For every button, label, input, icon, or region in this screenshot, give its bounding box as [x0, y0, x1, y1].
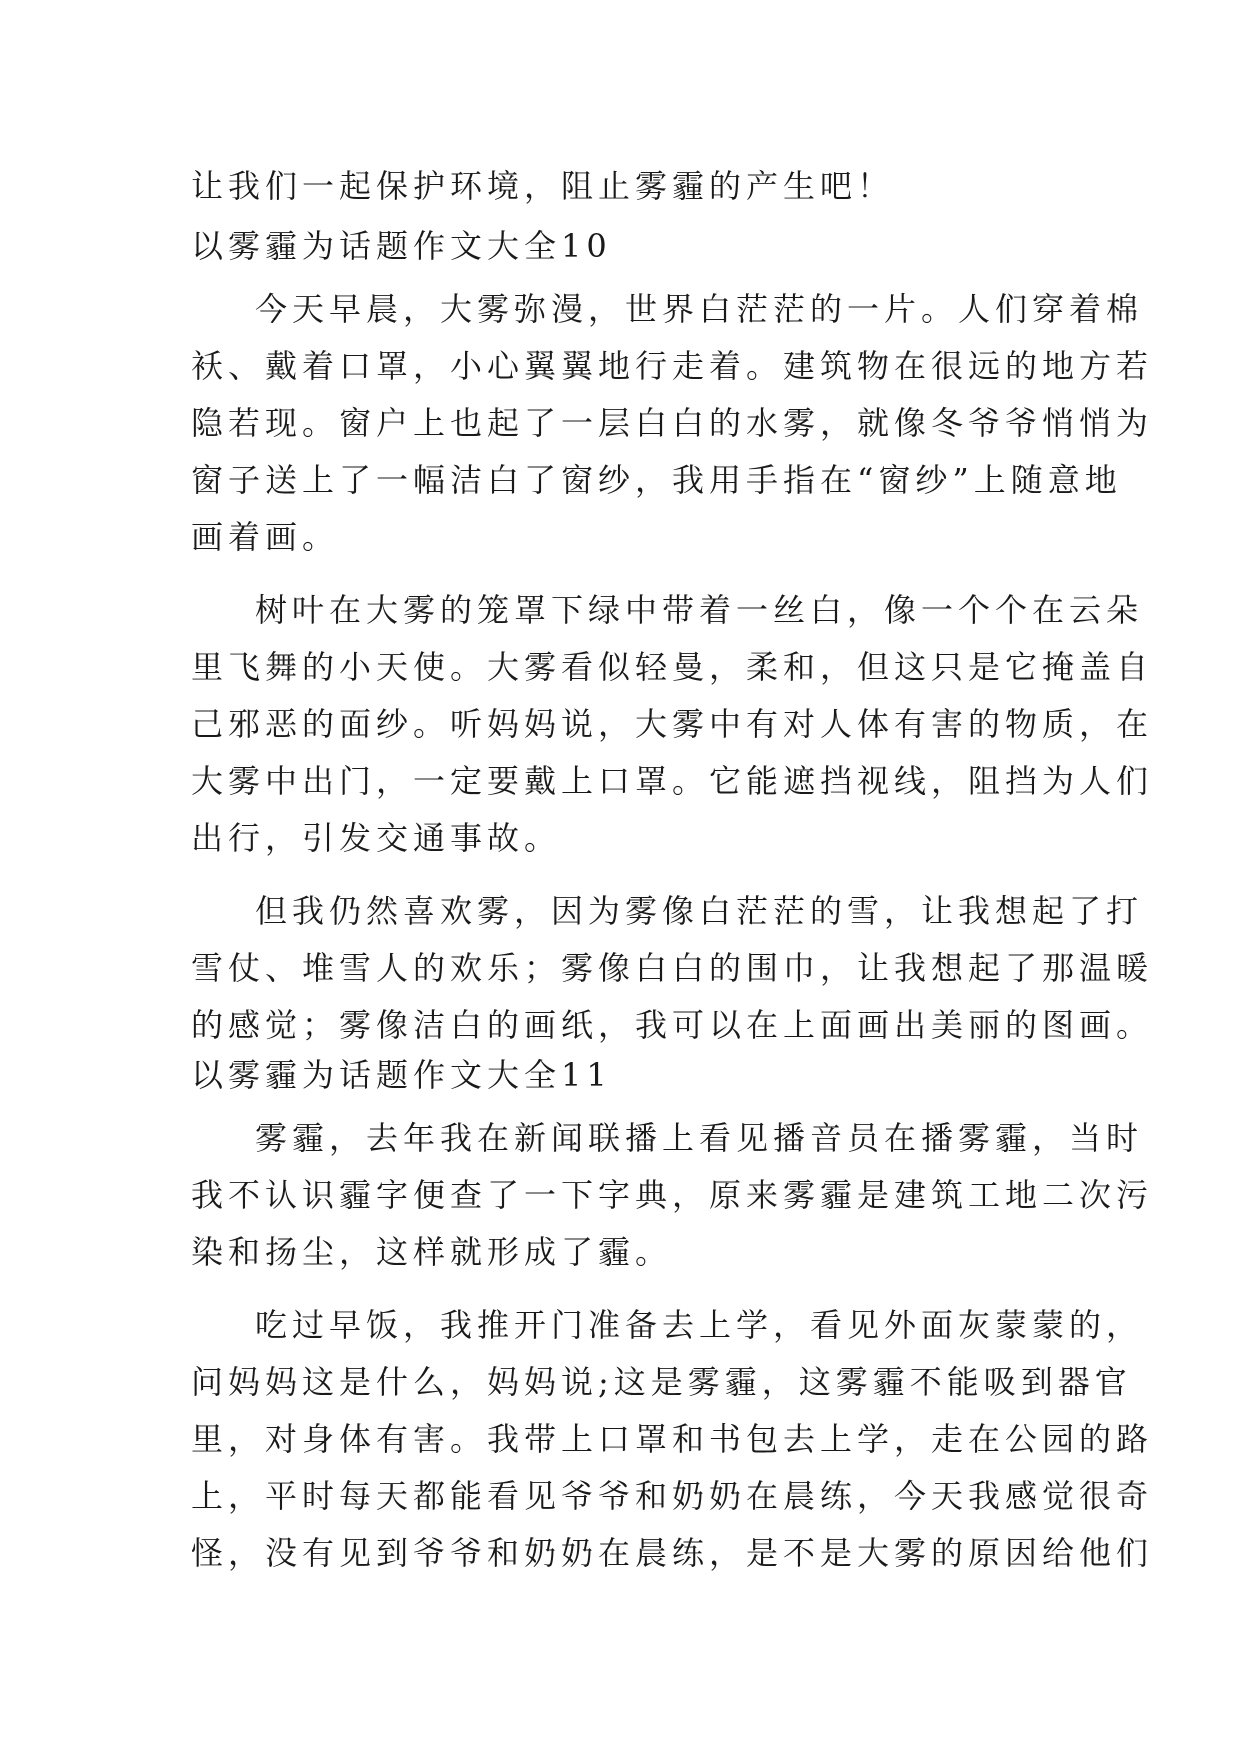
- text-line: 上，平时每天都能看见爷爷和奶奶在晨练，今天我感觉很奇: [191, 1477, 1154, 1515]
- text-line: 让我们一起保护环境，阻止雾霾的产生吧！: [191, 167, 895, 205]
- paragraph-first-line: 树叶在大雾的笼罩下绿中带着一丝白，像一个个在云朵: [255, 591, 1144, 629]
- text-line: 里飞舞的小天使。大雾看似轻曼，柔和，但这只是它掩盖自: [191, 648, 1154, 686]
- text-line: 问妈妈这是什么，妈妈说;这是雾霾，这雾霾不能吸到器官: [191, 1363, 1132, 1401]
- text-line: 隐若现。窗户上也起了一层白白的水雾，就像冬爷爷悄悄为: [191, 404, 1154, 442]
- text-line: 窗子送上了一幅洁白了窗纱，我用手指在“窗纱”上随意地: [191, 461, 1122, 499]
- text-line: 袄、戴着口罩，小心翼翼地行走着。建筑物在很远的地方若: [191, 347, 1154, 385]
- text-line: 出行，引发交通事故。: [191, 819, 562, 857]
- text-line: 怪，没有见到爷爷和奶奶在晨练，是不是大雾的原因给他们: [191, 1534, 1154, 1572]
- paragraph-first-line: 吃过早饭，我推开门准备去上学，看见外面灰蒙蒙的，: [255, 1306, 1144, 1344]
- paragraph-first-line: 雾霾，去年我在新闻联播上看见播音员在播雾霾，当时: [255, 1119, 1144, 1157]
- text-line: 里，对身体有害。我带上口罩和书包去上学，走在公园的路: [191, 1420, 1154, 1458]
- paragraph-first-line: 但我仍然喜欢雾，因为雾像白茫茫的雪，让我想起了打: [255, 892, 1144, 930]
- section-heading: 以雾霾为话题作文大全11: [191, 1056, 612, 1094]
- text-line: 的感觉；雾像洁白的画纸，我可以在上面画出美丽的图画。: [191, 1006, 1154, 1044]
- text-line: 己邪恶的面纱。听妈妈说，大雾中有对人体有害的物质，在: [191, 705, 1154, 743]
- text-line: 大雾中出门，一定要戴上口罩。它能遮挡视线，阻挡为人们: [191, 762, 1154, 800]
- text-line: 染和扬尘，这样就形成了霾。: [191, 1233, 673, 1271]
- text-line: 雪仗、堆雪人的欢乐；雾像白白的围巾，让我想起了那温暖: [191, 949, 1154, 987]
- paragraph-first-line: 今天早晨，大雾弥漫，世界白茫茫的一片。人们穿着棉: [255, 290, 1144, 328]
- section-heading: 以雾霾为话题作文大全10: [191, 227, 612, 265]
- text-line: 画着画。: [191, 518, 340, 556]
- text-line: 我不认识霾字便查了一下字典，原来雾霾是建筑工地二次污: [191, 1176, 1154, 1214]
